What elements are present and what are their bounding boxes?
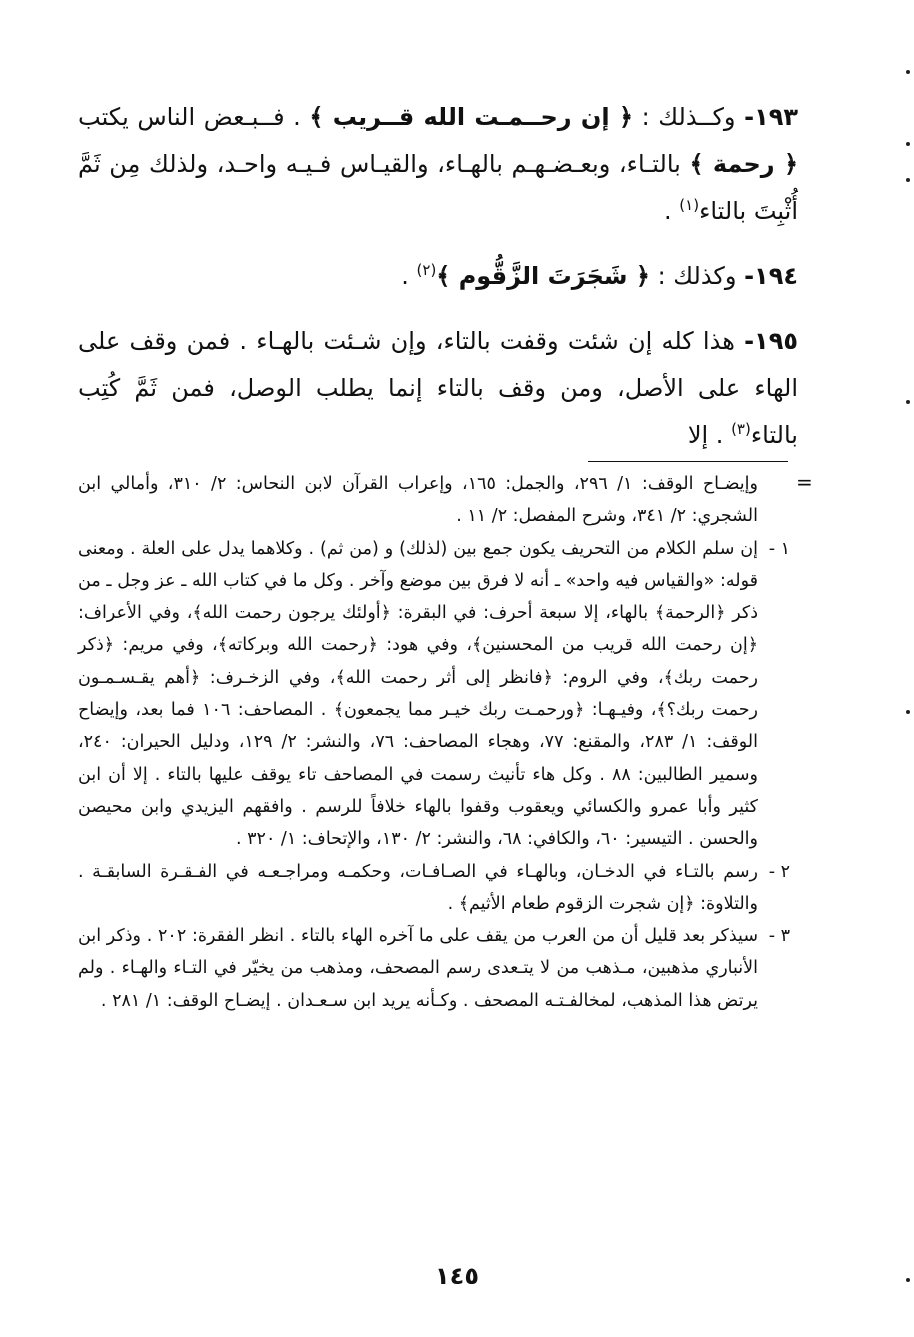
footnote-ref: (٣) xyxy=(731,420,751,438)
paragraph-end: . إلا xyxy=(687,421,732,449)
quran-quote: ﴿ رحمة ﴾ xyxy=(689,150,799,178)
footnote-text: رسم بالتـاء في الدخـان، وبالهـاء في الصـافـات، وحكمـه ومراجـعـه في الفـقـرة السابقـة . والتلاوة: ﴿إن شجرت الزقوم طعام الأثيم﴾ . xyxy=(78,861,758,914)
paragraph-194 xyxy=(78,253,798,300)
paragraph-end: . xyxy=(664,197,680,225)
footnote-1 xyxy=(78,533,790,856)
quran-quote: ﴿ إن رحــمـت الله قــريب ﴾ xyxy=(309,103,634,131)
paragraph-195 xyxy=(78,318,798,459)
paragraph-text: هذا كله إن شئت وقفت بالتاء، وإن شـئت بالهـاء . فمن وقف على الهاء على الأصل، ومن وقف بالتاء إنما يطلب الوصل، فمن ثَمَّ كُتِب بالتاء xyxy=(78,327,798,449)
footnote-text: إن سلم الكلام من التحريف يكون جمع بين (لذلك) و (من ثم) . وكلاهما يدل على العلة . ومعنى قوله: «والقياس فيه واحد» ـ أنه لا فرق بين موضع وآخر . وكل ما في كتاب الله ـ عز وجل ـ من ذكر ﴿الرحمة﴾ بالهاء، إلا سبعة أحرف: في البقرة: ﴿أولئك يرجون رحمت الله﴾، وفي الأعراف: ﴿إن رحمت الله قريب من المحسنين﴾، وفي هود: ﴿رحمت الله وبركاته﴾، وفي مريم: ﴿ذكر رحمت ربك﴾، وفي الروم: ﴿فانظر إلى أثر رحمت الله﴾، وفي الزخـرف: ﴿أهم يقـسـمـون رحمت ربك؟﴾، وفيـهـا: ﴿ورحمـت ربك خيـر مما يجمعون﴾ . المصاحف: ١٠٦ فما بعد، وإيضاح الوقف: ١/ ٢٨٣، والمقنع: ٧٧، وهجاء المصاحف: ٧٦، والنشر: ٢/ ١٢٩، ودليل الحيران: ٢٤٠، وسمير الطالبين: ٨٨ . وكل هاء تأنيث رسمت في المصاحف تاء يوقف عليها بالتاء . إلا أن ابن كثير وأبا عمرو والكسائي ويعقوب وقفوا بالهاء خلافاً للرسم . وافقهم اليزيدي وابن محيصن والحسن . التيسير: ٦٠، والكافي: ٦٨، والنشر: ٢/ ١٣٠، والإتحاف: ١/ ٣٢٠ . xyxy=(78,538,758,850)
footnote-number: ١ - xyxy=(768,538,790,559)
footnote-divider xyxy=(588,461,788,462)
footnote-ref: (١) xyxy=(679,196,700,214)
scan-dot xyxy=(906,710,910,714)
paragraph-text: بالتـاء، وبعـضـهـم بالهـاء، والقيـاس فـيـه واحـد، ولذلك مِن ثَمَّ أُثْبِتَ بالتاء xyxy=(78,150,798,225)
scan-edge-marks xyxy=(900,70,910,1320)
footnote-number: ٣ - xyxy=(768,926,790,947)
footnote-text: وإيضـاح الوقف: ١/ ٢٩٦، والجمل: ١٦٥، وإعراب القرآن لابن النحاس: ٢/ ٣١٠، وأمالي ابن الشجري: ٢/ ٣٤١، وشرح المفصل: ٢/ ١١ . xyxy=(78,474,758,527)
footnote-text: سيذكر بعد قليل أن من العرب من يقف على ما آخره الهاء بالتاء . انظر الفقرة: ٢٠٢ . وذكر ابن الأنباري مذهبين، مـذهب من لا يتـعدى رسم المصحف، ومذهب من يخيّر في التـاء والهـاء . ولم يرتض هذا المذهب، لمخالفـتـه المصحف . وكـأنه يريد ابن سـعـدان . إيضـاح الوقف: ١/ ٢٨١ . xyxy=(78,926,758,1011)
paragraph-lead: وكذلك : xyxy=(649,262,745,290)
paragraph-number: ١٩٣- xyxy=(744,103,799,131)
page-number: ١٤٥ xyxy=(435,1262,479,1290)
scan-dot xyxy=(906,70,910,74)
footnote-continuation xyxy=(78,468,790,533)
footnote-2 xyxy=(78,856,790,921)
paragraph-lead: وكــذلك : xyxy=(633,103,745,131)
scan-dot xyxy=(906,142,910,146)
footnote-number: ٢ - xyxy=(768,861,790,882)
quran-quote: ﴿ شَجَرَتَ الزَّقُّوم ﴾ xyxy=(436,262,650,290)
continuation-mark: = xyxy=(796,470,813,494)
paragraph-text: . فــبـعض الناس يكتب xyxy=(78,103,310,131)
paragraph-193 xyxy=(78,94,798,235)
paragraph-number: ١٩٤- xyxy=(744,262,798,290)
scan-dot xyxy=(906,178,910,182)
footnote-3 xyxy=(78,920,790,1017)
main-text xyxy=(78,94,798,477)
scan-dot xyxy=(906,1278,910,1282)
footnote-ref: (٢) xyxy=(416,261,437,279)
paragraph-number: ١٩٥- xyxy=(744,327,798,355)
footnotes xyxy=(78,468,790,1017)
paragraph-end: . xyxy=(401,262,417,290)
scan-dot xyxy=(906,400,910,404)
